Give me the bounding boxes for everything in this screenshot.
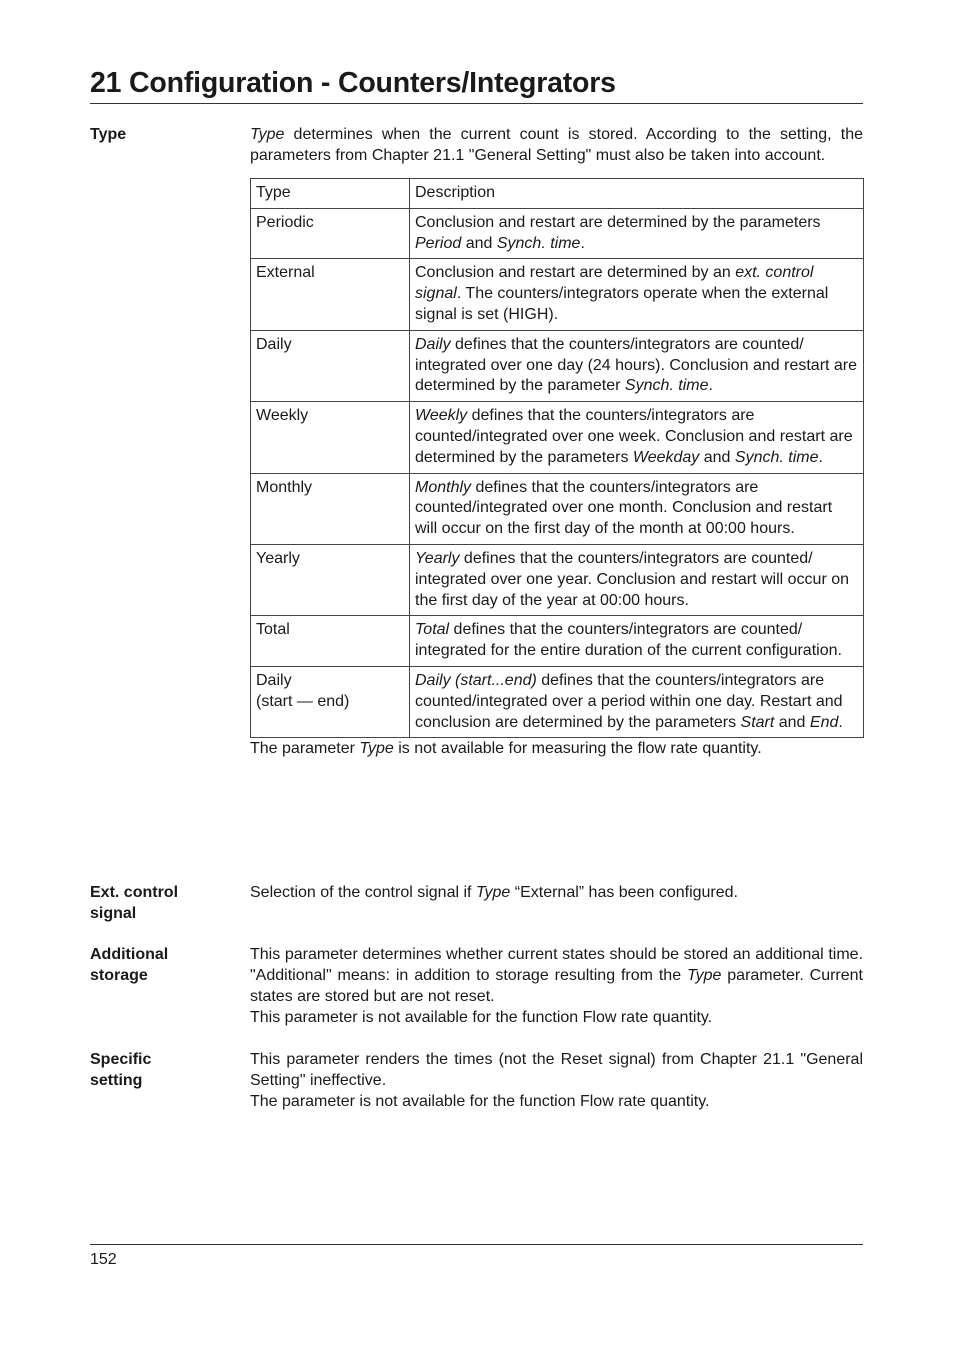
table-cell-type <box>251 402 410 473</box>
description-term: Synch. time <box>496 234 581 252</box>
description-term: Synch. time <box>734 448 819 466</box>
description-text: Conclusion and restart are determined by the parameters <box>415 213 821 231</box>
table-cell-description <box>410 208 864 259</box>
type-note-a: The parameter <box>250 740 360 758</box>
ext-control-label <box>90 882 240 924</box>
ext-control-a: Selection of the control signal if <box>250 884 476 901</box>
description-text: defines that the counters/integrators are counted/integrated over one week. Conclusion and restart are determined by the parameters <box>415 407 853 466</box>
table-cell-type <box>251 473 410 544</box>
description-term: Daily (start...end) <box>415 671 537 689</box>
description-term: End <box>809 713 839 731</box>
type-name: External <box>256 264 315 282</box>
header-type: Type <box>251 179 410 209</box>
specific-setting-label-line2: setting <box>90 1072 143 1089</box>
description-text: defines that the counters/integrators are counted/integrated over one month. Conclusion and restart will occur on the first day of the month at 00:00 hours. <box>415 478 833 538</box>
specific-setting-line2: The parameter is not available for the function Flow rate quantity. <box>250 1093 710 1110</box>
description-term: Start <box>740 713 775 731</box>
type-name: Periodic <box>256 213 314 231</box>
description-text: defines that the counters/integrators are counted/ integrated for the entire duration of the current configuration. <box>415 621 842 660</box>
table-cell-type <box>251 616 410 667</box>
page-title: 21 Configuration - Counters/Integrators <box>90 67 616 99</box>
type-name: Yearly <box>256 549 300 567</box>
table-row <box>251 402 864 473</box>
description-term: ext. control signal <box>415 264 814 303</box>
description-text: . <box>838 713 843 731</box>
title-divider <box>90 103 863 104</box>
type-note-term: Type <box>359 740 394 758</box>
description-text: defines that the counters/integrators are counted/ integrated over one year. Conclusion and restart will occur on the first day of the year at 00:00 hours. <box>415 549 850 609</box>
ext-control-term: Type <box>475 884 511 901</box>
description-text: defines that the counters/integrators are counted/integrated over a period within one day. Restart and conclusion are determined by the parameters <box>415 671 843 731</box>
additional-storage-term: Type <box>687 967 722 984</box>
table-cell-type <box>251 666 410 737</box>
description-term: Total <box>415 621 450 639</box>
description-text: and <box>774 713 810 731</box>
ext-control-b: “External” has been configured. <box>510 884 738 901</box>
description-text: . <box>580 234 585 252</box>
type-name: Weekly <box>256 407 309 425</box>
table-cell-description <box>410 473 864 544</box>
description-term: Period <box>415 234 462 252</box>
type-note <box>250 738 863 759</box>
description-term: Daily <box>415 335 451 353</box>
header-description: Description <box>410 179 864 209</box>
table-cell-type <box>251 544 410 615</box>
table-cell-description <box>410 259 864 330</box>
specific-setting-line1: This parameter renders the times (not the Reset signal) from Chapter 21.1 "General Setting" ineffective. <box>250 1051 863 1089</box>
table-cell-description <box>410 402 864 473</box>
description-term: Monthly <box>415 478 472 496</box>
table-cell-description <box>410 544 864 615</box>
description-text: . The counters/integrators operate when the external signal is set (HIGH). <box>415 285 829 323</box>
table-row <box>251 616 864 667</box>
table-row <box>251 473 864 544</box>
table-header-row <box>251 179 864 209</box>
type-table <box>250 178 864 738</box>
additional-storage-b: parameter. Current states are stored but are not reset. <box>250 967 863 1005</box>
additional-storage-line2: This parameter is not available for the function Flow rate quantity. <box>250 1009 713 1026</box>
type-name: Daily <box>256 671 292 689</box>
additional-storage-body <box>250 944 863 1028</box>
table-cell-description <box>410 666 864 737</box>
additional-storage-label <box>90 944 240 986</box>
type-intro <box>250 124 863 166</box>
type-term: Type <box>250 126 285 143</box>
type-name: Total <box>256 621 290 639</box>
type-intro-text: determines when the current count is stored. According to the setting, the parameters from Chapter 21.1 "General Setting" must also be taken into account. <box>250 126 863 164</box>
table-row <box>251 208 864 259</box>
description-text: . <box>818 448 823 466</box>
footer-divider <box>90 1244 863 1245</box>
page-number: 152 <box>90 1251 117 1268</box>
additional-storage-a: This parameter determines whether current states should be stored an additional time. "Additional" means: in addition to storage resulting from the <box>250 946 863 984</box>
table-row <box>251 544 864 615</box>
table-body <box>251 208 864 738</box>
description-term: Weekly <box>415 407 468 425</box>
ext-control-body <box>250 882 863 903</box>
table-cell-type <box>251 330 410 401</box>
table-cell-description <box>410 616 864 667</box>
type-note-b: is not available for measuring the flow rate quantity. <box>393 740 762 758</box>
description-text: and <box>461 234 497 252</box>
description-text: and <box>699 448 735 466</box>
table-row <box>251 330 864 401</box>
type-label: Type <box>90 126 127 143</box>
description-term: Weekday <box>632 448 700 466</box>
table-row <box>251 259 864 330</box>
ext-control-label-line2: signal <box>90 905 137 922</box>
type-name-line2: (start — end) <box>256 692 350 710</box>
table-cell-description <box>410 330 864 401</box>
table-cell-type <box>251 208 410 259</box>
description-text: defines that the counters/integrators are counted/ integrated over one day (24 hours). Conclusion and restart are determined by the parameter <box>415 335 858 395</box>
specific-setting-label <box>90 1049 240 1091</box>
description-term: Synch. time <box>624 377 709 395</box>
type-name: Daily <box>256 335 292 353</box>
description-text: Conclusion and restart are determined by an <box>415 264 736 282</box>
type-body <box>250 124 863 759</box>
additional-storage-label-line2: storage <box>90 967 148 984</box>
type-name: Monthly <box>256 478 313 496</box>
additional-storage-label-line1: Additional <box>90 946 169 963</box>
description-text: . <box>708 377 713 395</box>
table-row <box>251 666 864 737</box>
ext-control-label-line1: Ext. control <box>90 884 179 901</box>
table-cell-type <box>251 259 410 330</box>
description-term: Yearly <box>415 549 460 567</box>
specific-setting-body <box>250 1049 863 1112</box>
specific-setting-label-line1: Specific <box>90 1051 152 1068</box>
